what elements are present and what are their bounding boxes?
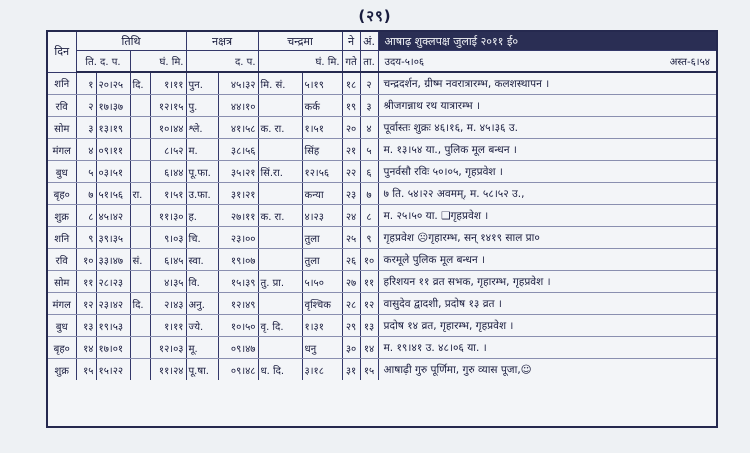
nakshatra-cell: मू. [186, 337, 218, 359]
nakshatra-cell: ज्ये. [186, 315, 218, 337]
nakshatra-cell: चि. [186, 227, 218, 249]
tithi-time-cell: ५१।५६ [96, 183, 130, 205]
nakshatra-subheader: द. प. [186, 51, 258, 73]
day-cell: सोम [48, 271, 76, 293]
nakshatra-cell: स्वा. [186, 249, 218, 271]
month-title: आषाढ़ शुक्लपक्ष जुलाई २०११ ई० [378, 32, 716, 51]
tithi-time-cell: २०।२५ [96, 72, 130, 95]
table-row [48, 72, 716, 95]
table-row [48, 271, 716, 293]
tithi-subheader-2: घं. मि. [130, 51, 186, 73]
col-day-header: दिन [48, 32, 76, 72]
chandra-sign-cell [258, 183, 302, 205]
table-row [48, 205, 716, 227]
table-row [48, 183, 716, 205]
tithi-hours-cell: ११।३० [150, 205, 186, 227]
note-cell: म. १३।५४ या., पुलिक मूल बन्धन । [378, 139, 716, 161]
note-cell: पुनर्वसौ रविः ५०।०५, गृहप्रवेश । [378, 161, 716, 183]
day-cell: रवि [48, 249, 76, 271]
tithi-time-cell: २८।२३ [96, 271, 130, 293]
ne-cell: २३ [342, 183, 360, 205]
tithi-cell: १ [76, 72, 96, 95]
nakshatra-cell: अनु. [186, 293, 218, 315]
day-cell: मंगल [48, 293, 76, 315]
tithi-cell: १२ [76, 293, 96, 315]
tithi-hours-cell: २।४३ [150, 293, 186, 315]
day-cell: शुक्र [48, 205, 76, 227]
nakshatra-time-cell: ०९।४७ [218, 337, 258, 359]
tithi-cell: ५ [76, 161, 96, 183]
a-cell: २ [360, 72, 378, 95]
nakshatra-time-cell: ३५।२१ [218, 161, 258, 183]
a-cell: ३ [360, 95, 378, 117]
nakshatra-time-cell: १५।३९ [218, 271, 258, 293]
tithi-daynight-cell [130, 315, 150, 337]
chandra-time-cell: ५।१९ [302, 72, 342, 95]
day-cell: बुध [48, 161, 76, 183]
note-cell: आषाढ़ी गुरु पूर्णिमा, गुरु व्यास पूजा,☺ [383, 363, 532, 376]
ne-cell: १८ [342, 72, 360, 95]
chandra-sign-cell [258, 95, 302, 117]
a-cell: ४ [360, 117, 378, 139]
note-cell: श्रीजगन्नाथ रथ यात्रारम्भ । [378, 95, 716, 117]
tithi-time-cell: १५।२२ [96, 359, 130, 381]
note-cell: ७ ति. ५४।२२ अवमम्, म. ५८।५२ उ., [378, 183, 716, 205]
a-cell: ८ [360, 205, 378, 227]
a-cell: १३ [360, 315, 378, 337]
tithi-cell: १३ [76, 315, 96, 337]
table-row [48, 337, 716, 359]
chandra-sign-cell [258, 293, 302, 315]
day-cell: शनि [48, 72, 76, 95]
nakshatra-cell: श्ले. [186, 117, 218, 139]
day-cell: बृह० [48, 183, 76, 205]
table-row [48, 139, 716, 161]
note-cell: पूर्वास्तः शुक्रः ४६।१६, म. ४५।३६ उ. [378, 117, 716, 139]
chandra-time-cell: १२।५६ [302, 161, 342, 183]
note-cell: करमूले पुलिक मूल बन्धन । [378, 249, 716, 271]
header-row-2 [48, 51, 716, 73]
chandra-sign-cell: वृ. दि. [258, 315, 302, 337]
a-cell: १४ [360, 337, 378, 359]
nakshatra-time-cell: ४५।३२ [218, 72, 258, 95]
note-cell: गृहप्रवेश ☹गृहारम्भ, सन् १४१९ साल प्रा० [378, 227, 716, 249]
note-cell: हरिशयन ११ व्रत सभक, गृहारम्भ, गृहप्रवेश । [378, 271, 716, 293]
day-cell: बृह० [48, 337, 76, 359]
table-row [48, 249, 716, 271]
tithi-daynight-cell [130, 271, 150, 293]
ne-cell: ३० [342, 337, 360, 359]
tithi-daynight-cell [130, 205, 150, 227]
nakshatra-cell: पू.फा. [186, 161, 218, 183]
tithi-time-cell: १९।५३ [96, 315, 130, 337]
tithi-hours-cell: ६।४४ [150, 161, 186, 183]
tithi-cell: १४ [76, 337, 96, 359]
chandra-sign-cell: क. रा. [258, 117, 302, 139]
tithi-daynight-cell: सं. [130, 249, 150, 271]
nakshatra-time-cell: ३१।२१ [218, 183, 258, 205]
tithi-daynight-cell: रा. [130, 183, 150, 205]
tithi-time-cell: १७।०१ [96, 337, 130, 359]
tithi-hours-cell: १०।४४ [150, 117, 186, 139]
ne-cell: २७ [342, 271, 360, 293]
day-cell: मंगल [48, 139, 76, 161]
a-cell: १२ [360, 293, 378, 315]
tithi-cell: ३ [76, 117, 96, 139]
ne-cell: ३१ [342, 359, 360, 381]
tithi-daynight-cell: दि. [130, 293, 150, 315]
tithi-time-cell: ३३।४७ [96, 249, 130, 271]
nakshatra-time-cell: १०।५० [218, 315, 258, 337]
nakshatra-cell: वि. [186, 271, 218, 293]
nakshatra-time-cell: २३।०० [218, 227, 258, 249]
note-cell: म. २५।५० या. ❑गृहप्रवेश । [378, 205, 716, 227]
chandra-time-cell: १।५१ [302, 117, 342, 139]
tithi-hours-cell: १।५१ [150, 183, 186, 205]
tithi-hours-cell: ८।५२ [150, 139, 186, 161]
nakshatra-cell: ह. [186, 205, 218, 227]
chandra-sign-cell [258, 139, 302, 161]
header-row-1 [48, 32, 716, 51]
chandra-subheader: घं. मि. [258, 51, 342, 73]
chandra-sign-cell: सिं.रा. [258, 161, 302, 183]
ne-cell: २० [342, 117, 360, 139]
tithi-hours-cell: ११।२४ [150, 359, 186, 381]
tithi-hours-cell: ६।४५ [150, 249, 186, 271]
calendar-sheet [46, 30, 718, 428]
nakshatra-time-cell: ४१।५८ [218, 117, 258, 139]
note-cell: म. १९।४१ उ. ४८।०६ या. । [378, 337, 716, 359]
chandra-time-cell: धनु [302, 337, 342, 359]
ne-cell: २८ [342, 293, 360, 315]
a-cell: १५ [360, 359, 378, 381]
tithi-time-cell: २३।४२ [96, 293, 130, 315]
table-row [48, 95, 716, 117]
sun-times [378, 51, 716, 73]
tithi-daynight-cell [130, 161, 150, 183]
tithi-subheader: ति. द. प. [76, 51, 130, 73]
nakshatra-cell: पु. [186, 95, 218, 117]
ne-cell: १९ [342, 95, 360, 117]
table-row [48, 359, 716, 381]
tithi-cell: २ [76, 95, 96, 117]
day-cell: रवि [48, 95, 76, 117]
tithi-daynight-cell [130, 227, 150, 249]
nakshatra-time-cell: १९।०७ [218, 249, 258, 271]
table-row [48, 117, 716, 139]
chandra-sign-cell: क. रा. [258, 205, 302, 227]
chandra-time-cell: ३।१८ [302, 359, 342, 381]
col-chandra-header: चन्द्रमा [258, 32, 342, 51]
nakshatra-cell: म. [186, 139, 218, 161]
day-cell: शनि [48, 227, 76, 249]
nakshatra-cell: पू.षा. [186, 359, 218, 381]
tithi-cell: ७ [76, 183, 96, 205]
tithi-cell: ९ [76, 227, 96, 249]
chandra-sign-cell: तु. प्रा. [258, 271, 302, 293]
tithi-time-cell: ०९।११ [96, 139, 130, 161]
tithi-time-cell: ३९।३५ [96, 227, 130, 249]
nakshatra-cell: उ.फा. [186, 183, 218, 205]
nakshatra-cell: पुन. [186, 72, 218, 95]
col-a-header: अं. [360, 32, 378, 51]
tithi-hours-cell: ९।०३ [150, 227, 186, 249]
panchang-table [48, 32, 716, 380]
tithi-daynight-cell [130, 359, 150, 381]
chandra-time-cell: कन्या [302, 183, 342, 205]
ne-cell: २९ [342, 315, 360, 337]
ne-cell: २४ [342, 205, 360, 227]
table-row [48, 293, 716, 315]
tithi-daynight-cell: दि. [130, 72, 150, 95]
ne-cell: २१ [342, 139, 360, 161]
tithi-hours-cell: १२।०३ [150, 337, 186, 359]
tithi-hours-cell: ४।३५ [150, 271, 186, 293]
tithi-cell: ४ [76, 139, 96, 161]
a-cell: १० [360, 249, 378, 271]
nakshatra-time-cell: २७।११ [218, 205, 258, 227]
table-row [48, 315, 716, 337]
nakshatra-time-cell: १२।४९ [218, 293, 258, 315]
tithi-time-cell: १३।१९ [96, 117, 130, 139]
tithi-time-cell: १७।३७ [96, 95, 130, 117]
day-cell: सोम [48, 117, 76, 139]
sunset: अस्त-६।५४ [669, 57, 710, 68]
ne-subheader: गते [342, 51, 360, 73]
tithi-time-cell: ०३।५१ [96, 161, 130, 183]
chandra-time-cell: वृश्चिक [302, 293, 342, 315]
tithi-cell: ८ [76, 205, 96, 227]
chandra-time-cell: कर्क [302, 95, 342, 117]
chandra-sign-cell [258, 227, 302, 249]
day-cell: शुक्र [48, 359, 76, 381]
col-nakshatra-header: नक्षत्र [186, 32, 258, 51]
chandra-time-cell: ५।५० [302, 271, 342, 293]
col-tithi-header: तिथि [76, 32, 186, 51]
ne-cell: २६ [342, 249, 360, 271]
nakshatra-time-cell: ३८।५६ [218, 139, 258, 161]
table-row [48, 161, 716, 183]
a-cell: ११ [360, 271, 378, 293]
tithi-daynight-cell [130, 337, 150, 359]
a-cell: ९ [360, 227, 378, 249]
ne-cell: २२ [342, 161, 360, 183]
chandra-time-cell: तुला [302, 227, 342, 249]
tithi-daynight-cell [130, 117, 150, 139]
tithi-cell: १५ [76, 359, 96, 381]
note-cell: वासुदेव द्वादशी, प्रदोष १३ व्रत । [378, 293, 716, 315]
page-number: (२९) [358, 7, 392, 25]
ne-cell: २५ [342, 227, 360, 249]
tithi-cell: ११ [76, 271, 96, 293]
chandra-time-cell: सिंह [302, 139, 342, 161]
chandra-sign-cell [258, 337, 302, 359]
chandra-time-cell: ४।२३ [302, 205, 342, 227]
note-cell: चन्द्रदर्शन, ग्रीष्म नवरात्रारम्भ, कलशस्थापन । [378, 72, 716, 95]
tithi-time-cell: ४५।४२ [96, 205, 130, 227]
tithi-hours-cell: १२।१५ [150, 95, 186, 117]
chandra-sign-cell: मि. सं. [258, 72, 302, 95]
a-cell: ७ [360, 183, 378, 205]
chandra-sign-cell [258, 249, 302, 271]
note-cell: प्रदोष १४ व्रत, गृहारम्भ, गृहप्रवेश । [378, 315, 716, 337]
table-row [48, 227, 716, 249]
nakshatra-time-cell: ४४।१० [218, 95, 258, 117]
col-ne-header: ने [342, 32, 360, 51]
tithi-daynight-cell [130, 139, 150, 161]
day-cell: बुध [48, 315, 76, 337]
tithi-hours-cell: १।११ [150, 72, 186, 95]
a-cell: ५ [360, 139, 378, 161]
a-cell: ६ [360, 161, 378, 183]
tithi-daynight-cell [130, 95, 150, 117]
tithi-hours-cell: १।११ [150, 315, 186, 337]
sunrise: उदय-५।०६ [384, 57, 425, 68]
chandra-sign-cell: ध. दि. [258, 359, 302, 381]
nakshatra-time-cell: ०९।४८ [218, 359, 258, 381]
chandra-time-cell: तुला [302, 249, 342, 271]
tithi-cell: १० [76, 249, 96, 271]
a-subheader: ता. [360, 51, 378, 73]
chandra-time-cell: १।३१ [302, 315, 342, 337]
